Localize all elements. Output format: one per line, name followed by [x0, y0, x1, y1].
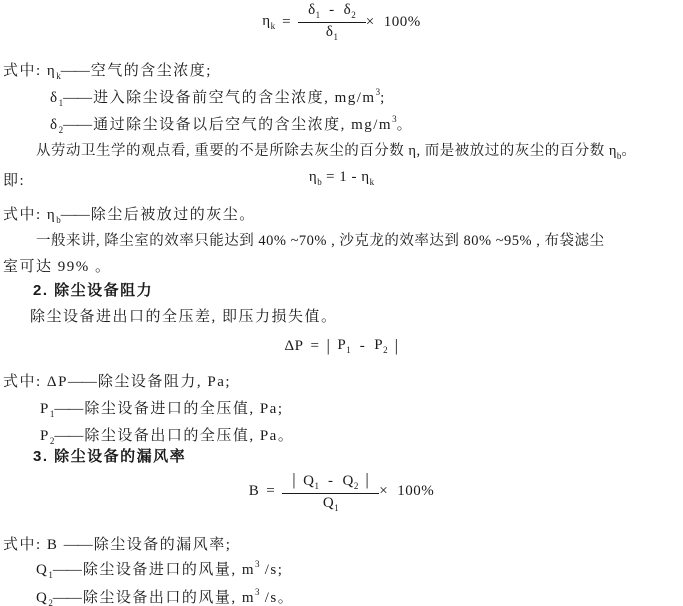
superscript-3: 3 [392, 114, 397, 124]
heading-equipment-resistance: 2. 除尘设备阻力 [33, 282, 154, 299]
where-prefix: 式中: [3, 63, 47, 79]
times-sign: × [365, 13, 375, 30]
definition-tail: /s。 [259, 590, 295, 606]
label-namely: 即: [3, 173, 26, 189]
where-prefix: 式中: [3, 537, 47, 553]
definition-text: 除尘设备进口的风量, m [82, 562, 256, 578]
paragraph-tail: 。 [621, 143, 637, 159]
definition-dash: —— [54, 428, 83, 444]
minus-sign: - [359, 337, 366, 354]
times-sign: × [379, 483, 389, 499]
abs-bar-right: | [394, 336, 399, 355]
p1-symbol: $P_1$ [40, 401, 55, 419]
p2-symbol: $P_2$ [40, 428, 55, 446]
where-prefix: 式中: [3, 374, 47, 390]
percent-value: 100% [383, 13, 421, 30]
delta2-symbol: $\delta_2$ [50, 117, 64, 135]
where-prefix: 式中: [3, 207, 47, 223]
definition-text: 除尘设备进口的全压值, Pa; [84, 401, 284, 417]
definition-dash: —— [63, 90, 92, 106]
p2-symbol: $P_2$ [374, 337, 388, 355]
abs-bar-left: | [326, 336, 331, 355]
paragraph-general-line1: 一般来讲, 降尘室的效率只能达到 40% ~70% , 沙克龙的效率达到 80% ~95% , 布袋滤尘 [36, 233, 605, 249]
percent-value: 100% [397, 483, 435, 499]
fraction: $\frac{\delta_1 - \delta_2}{\delta_1}$ [298, 2, 366, 42]
definition-text: 除尘设备出口的全压值, Pa。 [84, 428, 295, 444]
paragraph-general-line2: 室可达 99% 。 [3, 259, 112, 275]
eta-symbol: $\eta_k$ [46, 63, 61, 81]
eta-b-symbol: $\eta_b$ [308, 169, 322, 187]
equation-middle: = 1 - [321, 169, 362, 185]
q1-symbol: $Q_1$ [36, 562, 53, 580]
b-symbol: B [46, 537, 64, 553]
delta-p-symbol: ΔP [284, 337, 304, 354]
paragraph-resistance: 除尘设备进出口的全压差, 即压力损失值。 [30, 309, 338, 325]
definition-tail: 。 [396, 117, 414, 133]
equals-sign: = [266, 483, 276, 499]
definition-dash: —— [60, 63, 89, 79]
definition-delta1 [50, 86, 386, 108]
delta-p-symbol: ΔP [46, 374, 68, 390]
superscript-3: 3 [375, 87, 381, 97]
definition-dash: —— [54, 401, 83, 417]
definition-delta2 [50, 113, 413, 135]
definition-text: 除尘设备阻力, Pa; [97, 374, 232, 390]
eta-k-symbol: $\eta_k$ [361, 169, 375, 187]
formula-leakage-rate [0, 470, 683, 513]
heading-air-leakage-rate: 3. 除尘设备的漏风率 [33, 448, 187, 465]
eta-symbol: $\eta_k$ [262, 13, 276, 31]
where-clause-b [3, 533, 231, 554]
definition-p2 [40, 424, 294, 446]
paragraph-hygiene [36, 139, 636, 161]
superscript-3: 3 [255, 587, 260, 597]
definition-tail: /s; [259, 562, 284, 578]
definition-text: 除尘设备出口的风量, m [82, 590, 256, 606]
definition-text: 通过除尘设备以后空气的含尘浓度, mg/m [93, 117, 393, 133]
definition-dash: —— [52, 562, 81, 578]
delta1-symbol: $\delta_1$ [50, 90, 64, 108]
definition-p1 [40, 397, 284, 419]
formula-pressure-loss [0, 336, 683, 356]
eta-b-symbol: $\eta_b$ [46, 207, 61, 225]
p1-symbol: $P_1$ [337, 337, 351, 355]
where-clause-dp [3, 370, 231, 391]
paragraph-text: 从劳动卫生学的观点看, 重要的不是所除去灰尘的百分数 η, 而是被放过的灰尘的百分数 η [36, 143, 617, 159]
definition-dash: —— [67, 374, 96, 390]
equals-sign: = [310, 337, 320, 354]
eta-subscript: b [616, 151, 622, 161]
definition-text: 进入除尘设备前空气的含尘浓度, mg/m [93, 90, 376, 106]
definition-tail: ; [380, 90, 386, 106]
definition-q1 [36, 558, 283, 580]
formula-passed-dust [0, 169, 683, 187]
formula-dust-efficiency [0, 2, 683, 42]
definition-dash: —— [52, 590, 81, 606]
definition-text: 除尘后被放过的灰尘。 [90, 207, 256, 223]
definition-dash: —— [60, 207, 89, 223]
fraction: $\frac{| Q_1 - Q_2 |}{Q_1}$ [282, 470, 379, 513]
definition-text: 空气的含尘浓度; [90, 63, 212, 79]
q2-symbol: $Q_2$ [36, 590, 53, 606]
superscript-3: 3 [255, 559, 260, 569]
where-clause-eta [3, 59, 212, 81]
definition-dash: —— [63, 537, 92, 553]
equals-sign: = [282, 13, 292, 30]
where-clause-passed [3, 203, 256, 225]
definition-dash: —— [63, 117, 92, 133]
definition-q2 [36, 586, 294, 606]
definition-text: 除尘设备的漏风率; [93, 537, 232, 553]
b-symbol: B [248, 483, 260, 499]
